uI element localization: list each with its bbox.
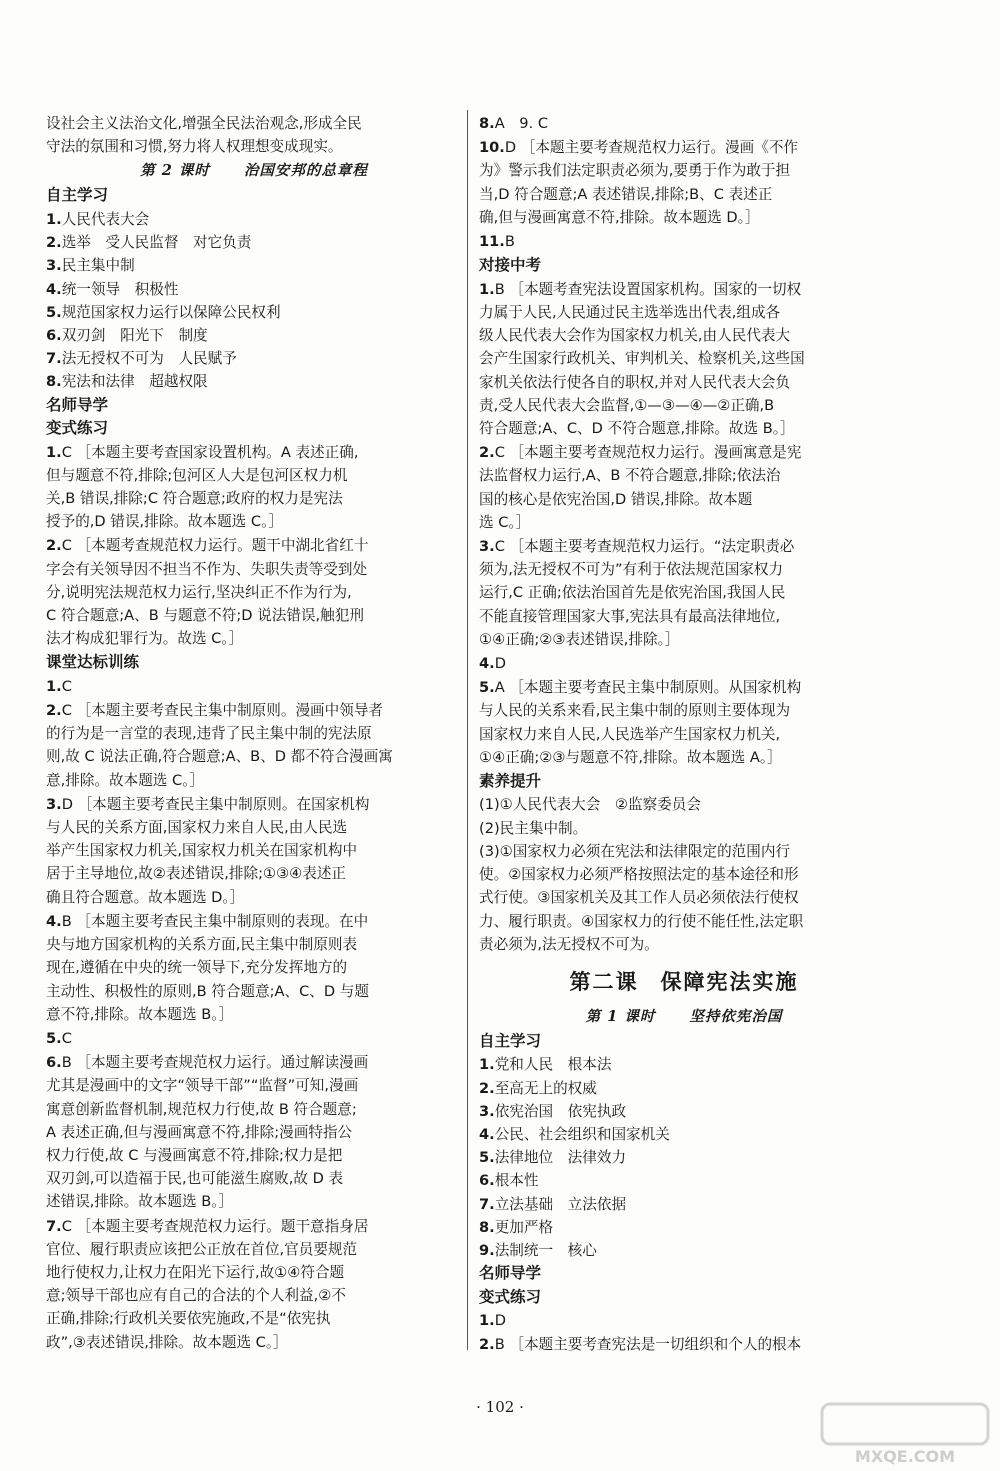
item-text: 主动性、积极性的原则,B 符合题意;A、C、D 与题: [46, 982, 369, 1000]
item-text: 尤其是漫画中的文字“领导干部”“监督”可知,漫画: [46, 1077, 359, 1095]
item-number: 3.: [46, 257, 62, 275]
answer-item: [479, 676, 889, 769]
text-line: 式行使。③国家机关及其工作人员必须依法行使权: [479, 889, 799, 907]
text-line: [46, 1307, 462, 1330]
item-text: 确,但与漫画寓意不符,排除。故本题选 D。］: [479, 208, 760, 226]
text-line: [479, 605, 889, 628]
section-heading-bianshi: 变式练习: [479, 1287, 542, 1306]
item-text: D ［本题主要考查规范权力运行。漫画《不作: [504, 139, 799, 157]
section-heading-bianshi: 变式练习: [46, 419, 109, 438]
item-text: C 符合题意;A、B 与题意不符;D 说法错误,触犯刑: [46, 606, 364, 624]
answer-item: [479, 112, 889, 135]
answer-item: [46, 699, 462, 792]
item-number: 1.: [46, 210, 62, 228]
bianshi-list: [479, 1309, 889, 1356]
answer-item: [46, 231, 462, 254]
answer-item: [46, 675, 462, 698]
answer-item: [46, 278, 462, 301]
item-text: 民主集中制: [61, 257, 135, 275]
text-line: [46, 722, 462, 745]
answer-item: [479, 1146, 889, 1169]
unit-number: 第二课: [569, 969, 639, 994]
item-text: 意不符,排除。故本题选 B。］: [46, 1005, 234, 1023]
text-line: [46, 980, 462, 1003]
text-line: [46, 464, 462, 487]
item-text: 法制统一 核心: [494, 1242, 597, 1260]
section-heading-mingshi: 名师导学: [479, 1264, 542, 1283]
item-number: 8.: [479, 115, 495, 132]
left-column: [46, 112, 462, 1355]
text-line: [479, 324, 889, 347]
text-line: (3)①国家权力必须在宪法和法律限定的范围内行: [479, 842, 791, 860]
item-text: D: [494, 1312, 506, 1330]
item-text: C: [61, 1029, 72, 1047]
text-line: [46, 1121, 462, 1144]
answer-item: [46, 793, 462, 909]
item-text: C ［本题主要考查国家设置机构。A 表述正确,: [61, 443, 359, 461]
text-line: [46, 956, 462, 979]
section-heading-zizhu: 自主学习: [479, 1031, 542, 1050]
item-text: 立法基础 立法依据: [494, 1195, 627, 1213]
section-heading-ketang: 课堂达标训练: [46, 653, 140, 672]
item-text: 统一领导 积极性: [61, 280, 179, 298]
item-text: 意;领导干部也应有自己的合法的个人利益,②不: [46, 1287, 346, 1305]
item-text: 举产生国家权力机关,国家权力机关在国家机构中: [46, 842, 358, 860]
svg-text:MXQE.COM: MXQE.COM: [854, 1447, 956, 1466]
text-line: [479, 417, 889, 440]
answer-item: [479, 1100, 889, 1123]
lesson-number: 第 1 课时: [585, 1007, 656, 1025]
item-number: 3.: [479, 1102, 495, 1120]
item-text: 法无授权不可为 人民赋予: [61, 350, 237, 368]
item-text: C: [61, 677, 72, 695]
text-line: [46, 604, 462, 627]
text-line: [479, 1333, 889, 1356]
item-text: C ［本题主要考查规范权力运行。“法定职责必: [494, 537, 795, 555]
item-text: B ［本题考查宪法设置国家机构。国家的一切权: [494, 280, 802, 298]
item-text: C ［本题主要考查规范权力运行。题干意指身居: [61, 1217, 369, 1235]
item-text: 不能直接管理国家大事,宪法具有最高法律地位,: [479, 607, 781, 625]
text-line: [46, 1284, 462, 1307]
item-text: 规范国家权力运行以保障公民权利: [61, 303, 281, 321]
text-line: [46, 816, 462, 839]
text-line: [479, 278, 889, 301]
item-text: D: [494, 654, 506, 672]
text-line: [479, 464, 889, 487]
item-number: 1.: [479, 1056, 495, 1074]
item-text: 居于主导地位,故②表述错误,排除;①③④表述正: [46, 865, 347, 883]
item-text: 选举 受人民监督 对它负责: [61, 234, 252, 252]
text-line: [479, 699, 889, 722]
item-text: 正确,排除;行政机关要依宪施政,不是“依宪执: [46, 1310, 331, 1328]
text-line: 使。②国家权力必须严格按照法定的基本途径和形: [479, 866, 799, 884]
intro-text: [46, 112, 462, 158]
answer-item: [479, 1333, 889, 1356]
answer-item: [46, 370, 462, 393]
item-text: ①④正确;②③与题意不符,排除。故本题选 A。］: [479, 748, 782, 766]
lesson-name: 治国安邦的总章程: [243, 162, 368, 180]
text-line: 设社会主义法治文化,增强全民法治观念,形成全民: [46, 115, 362, 132]
item-text: 央与地方国家机构的关系方面,民主集中制原则表: [46, 936, 358, 954]
item-text: B: [504, 233, 515, 251]
unit-name: 保障宪法实施: [660, 969, 799, 994]
item-text: 当,D 符合题意;A 表述错误,排除;B、C 表述正: [479, 185, 773, 203]
text-line: [46, 1238, 462, 1261]
text-line: [479, 394, 889, 417]
item-text: 级人民代表大会作为国家权力机关,由人民代表大: [479, 327, 791, 345]
text-line: [46, 910, 462, 933]
text-line: [46, 1190, 462, 1213]
item-number: 6.: [479, 1172, 495, 1190]
item-number: 8.: [46, 373, 62, 391]
item-number: 2.: [46, 702, 62, 720]
text-line: 责必须为,法无授权不可为。: [479, 935, 659, 953]
item-number: 4.: [46, 280, 62, 298]
item-text: ①④正确;②③表述错误,排除。］: [479, 630, 680, 648]
item-text: 宪法和法律 超越权限: [61, 373, 208, 391]
text-line: [46, 1215, 462, 1238]
item-number: 2.: [479, 1336, 495, 1354]
text-line: [46, 933, 462, 956]
item-text: 国的核心是依宪治国,D 错误,排除。故本题: [479, 490, 753, 508]
item-text: 会产生国家行政机关、审判机关、检察机关,这些国: [479, 350, 805, 368]
text-line: [479, 723, 889, 746]
item-text: 人民代表大会: [61, 210, 150, 228]
item-text: 公民、社会组织和国家机关: [494, 1126, 670, 1144]
right-column: [479, 112, 889, 1358]
item-number: 5.: [46, 1029, 62, 1047]
answer-item: [46, 301, 462, 324]
item-text: 则,故 C 说法正确,符合题意;A、B、D 都不符合漫画寓: [46, 748, 393, 766]
text-line: (1)①人民代表大会 ②监察委员会: [479, 796, 701, 814]
item-text: 至高无上的权威: [494, 1079, 597, 1097]
answer-item: [479, 230, 889, 253]
item-text: 分,说明宪法规范权力运行,坚决纠正不作为行为,: [46, 583, 352, 601]
text-line: [46, 510, 462, 533]
answer-item: [479, 1077, 889, 1100]
text-line: [46, 558, 462, 581]
item-text: 力属于人民,人民通过民主选举选出代表,组成各: [479, 303, 781, 321]
section-heading-zizhu: 自主学习: [46, 186, 109, 205]
section-heading-mingshi: 名师导学: [46, 395, 109, 414]
item-text: C ［本题主要考查民主集中制原则。漫画中领导者: [61, 702, 384, 720]
item-text: B ［本题主要考查宪法是一切组织和个人的根本: [494, 1336, 802, 1354]
item-text: 选 C。］: [479, 513, 531, 531]
item-text: 法才构成犯罪行为。故选 C。］: [46, 630, 244, 648]
item-text: 责,受人民代表大会监督,①—③—④—②正确,B: [479, 396, 775, 414]
item-number: 6.: [46, 1054, 62, 1072]
suyang-list: [479, 793, 889, 955]
item-text: 确且符合题意。故本题选 D。］: [46, 888, 245, 906]
text-line: [46, 862, 462, 885]
item-number: 3.: [46, 795, 62, 813]
item-number: 10.: [479, 139, 505, 157]
answer-item: [46, 1051, 462, 1213]
text-line: [479, 535, 889, 558]
text-line: [479, 676, 889, 699]
text-line: [46, 769, 462, 792]
answer-item: [479, 1169, 889, 1192]
text-line: [479, 558, 889, 581]
text-line: [46, 1098, 462, 1121]
item-number: 1.: [479, 1312, 495, 1330]
item-text: 党和人民 根本法: [494, 1056, 612, 1074]
item-text: 更加严格: [494, 1218, 554, 1236]
zizhu-list: [479, 1053, 889, 1262]
answer-item: [46, 254, 462, 277]
item-text: 地行使权力,让权力在阳光下运行,故①④符合题: [46, 1263, 345, 1281]
text-line: [479, 347, 889, 370]
text-line: [46, 1144, 462, 1167]
item-number: 5.: [46, 303, 62, 321]
item-number: 6.: [46, 326, 62, 344]
duijie-list: [479, 278, 889, 769]
text-line: [479, 511, 889, 534]
answer-item: [46, 1215, 462, 1354]
item-text: 述错误,排除。故本题选 B。］: [46, 1193, 234, 1211]
text-line: [479, 628, 889, 651]
unit-title: [479, 966, 889, 996]
item-number: 2.: [479, 444, 495, 462]
item-number: 2.: [46, 537, 62, 555]
text-line: [46, 1074, 462, 1097]
text-line: [46, 886, 462, 909]
text-line: [479, 371, 889, 394]
item-number: 7.: [46, 350, 62, 368]
text-line: [479, 488, 889, 511]
text-line: [46, 1027, 462, 1050]
answer-item: [46, 534, 462, 650]
item-number: 8.: [479, 1218, 495, 1236]
item-number: 4.: [479, 654, 495, 672]
text-line: [46, 1167, 462, 1190]
text-line: [479, 112, 889, 135]
item-text: 关,B 错误,排除;C 符合题意;政府的权力是宪法: [46, 489, 343, 507]
item-text: 符合题意;A、C、D 不符合题意,排除。故选 B。］: [479, 419, 795, 437]
item-number: 4.: [479, 1126, 495, 1144]
answer-item: [479, 1053, 889, 1076]
item-number: 5.: [479, 679, 495, 697]
text-line: [479, 652, 889, 675]
answer-item: [479, 441, 889, 534]
item-number: 5.: [479, 1149, 495, 1167]
text-line: 力、履行职责。④国家权力的行使不能任性,法定职: [479, 912, 804, 930]
item-text: 国家权力来自人民,人民选举产生国家权力机关,: [479, 725, 781, 743]
item-text: 官位、履行职责应该把公正放在首位,官员要规范: [46, 1240, 358, 1258]
bianshi-list: [46, 441, 462, 651]
text-line: [479, 183, 889, 206]
text-line: [46, 839, 462, 862]
text-line: [46, 745, 462, 768]
item-text: 权力行使,故 C 与漫画寓意不符,排除;权力是把: [46, 1146, 343, 1164]
item-text: 的行为是一言堂的表现,违背了民主集中制的宪法原: [46, 725, 372, 743]
item-number: 3.: [479, 537, 495, 555]
text-line: [46, 699, 462, 722]
answer-item: [479, 136, 889, 229]
item-text: 意,排除。故本题选 C。］: [46, 771, 205, 789]
item-text: 为》警示我们法定职责必须为,要勇于作为敢于担: [479, 162, 791, 180]
item-number: 11.: [479, 233, 505, 251]
section-heading-suyang: 素养提升: [479, 771, 542, 790]
text-line: (2)民主集中制。: [479, 819, 588, 837]
item-text: A 表述正确,但与漫画寓意不符,排除;漫画特指公: [46, 1123, 353, 1141]
section-heading-duijie: 对接中考: [479, 256, 542, 275]
text-line: [46, 1331, 462, 1354]
answer-item: [479, 1216, 889, 1239]
lesson-title-2: [46, 158, 462, 184]
item-text: 但与题意不符,排除;包河区人大是包河区权力机: [46, 466, 348, 484]
item-text: 双刃剑,可以造福于民,也可能滋生腐败,故 D 表: [46, 1170, 344, 1188]
text-line: [46, 581, 462, 604]
answer-item: [479, 1239, 889, 1262]
column-divider: [467, 110, 468, 1350]
item-text: 寓意创新监督机制,规范权力行使,故 B 符合题意;: [46, 1100, 357, 1118]
item-text: D ［本题主要考查民主集中制原则。在国家机构: [61, 795, 370, 813]
text-line: [46, 627, 462, 650]
lesson-number: 第 2 课时: [140, 162, 210, 180]
item-text: A 9. C: [494, 115, 549, 132]
text-line: [46, 441, 462, 464]
item-text: B ［本题主要考查民主集中制原则的表现。在中: [61, 912, 369, 930]
text-line: 守法的氛围和习惯,努力将人权理想变成现实。: [46, 138, 343, 156]
answer-item: [46, 347, 462, 370]
text-line: [479, 136, 889, 159]
watermark-logo: [820, 1400, 990, 1468]
text-line: [479, 206, 889, 229]
page-number: · 102 ·: [476, 1398, 524, 1416]
text-line: [479, 746, 889, 769]
answer-item: [479, 1123, 889, 1146]
answer-item: [479, 652, 889, 675]
text-line: [46, 1051, 462, 1074]
item-text: 根本性: [494, 1172, 539, 1190]
item-number: 7.: [479, 1195, 495, 1213]
answer-item: [479, 278, 889, 440]
lesson-name: 坚持依宪治国: [689, 1007, 783, 1025]
item-text: 须为,法无授权不可为”有利于依法规范国家权力: [479, 561, 784, 579]
item-text: C ［本题考查规范权力运行。题干中湖北省红十: [61, 537, 369, 555]
item-number: 2.: [479, 1079, 495, 1097]
item-text: C ［本题主要考查规范权力运行。漫画寓意是宪: [494, 444, 802, 462]
item-number: 9.: [479, 1242, 495, 1260]
item-number: 1.: [46, 677, 62, 695]
item-number: 7.: [46, 1217, 62, 1235]
item-text: 法监督权力运行,A、B 不符合题意,排除;依法治: [479, 467, 781, 485]
text-line: [479, 301, 889, 324]
item-number: 1.: [479, 280, 495, 298]
item-number: 4.: [46, 912, 62, 930]
text-line: [479, 159, 889, 182]
text-line: [46, 675, 462, 698]
item-text: 法律地位 法律效力: [494, 1149, 627, 1167]
answer-item: [46, 324, 462, 347]
text-line: [479, 581, 889, 604]
item-text: 双刃剑 阳光下 制度: [61, 326, 208, 344]
answer-item: [479, 1193, 889, 1216]
text-line: [479, 441, 889, 464]
item-number: 1.: [46, 443, 62, 461]
item-text: 现在,遵循在中央的统一领导下,充分发挥地方的: [46, 959, 348, 977]
zizhu-list: [46, 208, 462, 394]
text-line: [479, 1309, 889, 1332]
item-text: A ［本题主要考查民主集中制原则。从国家机构: [494, 679, 802, 697]
item-text: 与人民的关系来看,民主集中制的原则主要体现为: [479, 702, 791, 720]
answer-item: [46, 208, 462, 231]
text-line: [46, 1261, 462, 1284]
lesson-title-1: [479, 1004, 889, 1030]
ketang-list: [46, 675, 462, 1354]
text-line: [46, 1003, 462, 1026]
text-line: [46, 793, 462, 816]
answer-item: [46, 441, 462, 534]
answer-item: [46, 910, 462, 1026]
item-text: 家机关依法行使各自的职权,并对人民代表大会负: [479, 373, 791, 391]
item-text: 授予的,D 错误,排除。故本题选 C。］: [46, 513, 283, 531]
item-text: 与人民的关系方面,国家权力来自人民,由人民选: [46, 819, 348, 837]
answer-item: [479, 1309, 889, 1332]
item-text: 字会有关领导因不担当不作为、失职失责等受到处: [46, 560, 368, 578]
text-line: [46, 487, 462, 510]
answers-top-list: [479, 112, 889, 253]
text-line: [46, 534, 462, 557]
item-text: B ［本题主要考查规范权力运行。通过解读漫画: [61, 1054, 369, 1072]
text-line: [479, 230, 889, 253]
item-number: 2.: [46, 234, 62, 252]
answer-item: [46, 1027, 462, 1050]
answer-item: [479, 535, 889, 651]
item-text: 政”,③表述错误,排除。故本题选 C。］: [46, 1333, 288, 1351]
item-text: 运行,C 正确;依法治国首先是依宪治国,我国人民: [479, 584, 786, 602]
item-text: 依宪治国 依宪执政: [494, 1102, 627, 1120]
